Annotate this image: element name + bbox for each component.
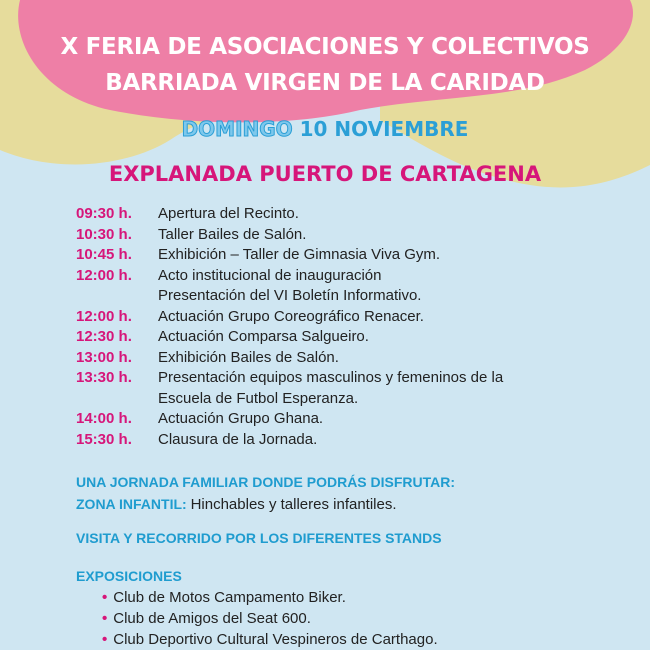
event-date — [0, 117, 650, 141]
schedule-row — [76, 225, 636, 246]
schedule-activity: Exhibición Bailes de Salón. — [158, 348, 339, 366]
schedule-row — [76, 368, 636, 409]
kids-zone-text: Hinchables y talleres infantiles. — [190, 496, 397, 513]
schedule-time: 10:45 h. — [76, 246, 132, 263]
schedule-activity: Apertura del Recinto. — [158, 205, 299, 222]
venue: EXPLANADA PUERTO DE CARTAGENA — [108, 162, 542, 186]
exhibition-name: Club de Amigos del Seat 600. — [113, 610, 311, 627]
schedule-activity: Actuación Grupo Ghana. — [158, 410, 324, 427]
schedule-time: 13:00 h. — [76, 348, 132, 366]
bullet-icon: • — [102, 631, 108, 648]
kids-zone-label: ZONA INFANTIL: — [76, 496, 187, 512]
schedule-activity: Clausura de la Jornada. — [158, 430, 318, 448]
schedule-time: 12:30 h. — [76, 328, 132, 345]
bullet-icon: • — [102, 610, 108, 627]
list-item — [102, 587, 438, 608]
kids-zone-line — [76, 496, 397, 513]
schedule-activity: Actuación Grupo Coreográfico Renacer. — [158, 307, 424, 325]
schedule-time: 10:30 h. — [76, 225, 132, 243]
schedule-time: 09:30 h. — [76, 205, 132, 222]
schedule-activity-continued: Escuela de Futbol Esperanza. — [158, 389, 359, 407]
schedule-row — [76, 307, 636, 328]
schedule-activity: Presentación equipos masculinos y femeninos de la — [158, 369, 504, 386]
date-rest: 10 NOVIEMBRE — [299, 117, 469, 141]
exhibition-name: Club Deportivo Cultural Vespineros de Carthago. — [113, 631, 438, 648]
schedule-time: 14:00 h. — [76, 410, 132, 427]
schedule-activity: Exhibición – Taller de Gimnasia Viva Gym. — [158, 246, 441, 263]
list-item — [102, 608, 438, 629]
schedule-time: 13:30 h. — [76, 369, 132, 386]
bullet-icon: • — [102, 589, 108, 606]
schedule-activity: Acto institucional de inauguración — [158, 266, 382, 284]
schedule-row — [76, 430, 636, 451]
schedule-list — [76, 204, 636, 450]
schedule-activity-continued: Presentación del VI Boletín Informativo. — [158, 287, 422, 304]
stands-line: VISITA Y RECORRIDO POR LOS DIFERENTES STANDS — [76, 530, 442, 546]
date-day: DOMINGO — [181, 117, 293, 141]
schedule-activity: Actuación Comparsa Salgueiro. — [158, 328, 369, 345]
exhibition-name: Club de Motos Campamento Biker. — [113, 589, 346, 606]
schedule-row — [76, 245, 636, 266]
family-day-line: UNA JORNADA FAMILIAR DONDE PODRÁS DISFRUTAR: — [76, 474, 456, 490]
title-line-1: X FERIA DE ASOCIACIONES Y COLECTIVOS — [60, 34, 590, 60]
schedule-row — [76, 327, 636, 348]
schedule-row — [76, 266, 636, 307]
schedule-time: 12:00 h. — [76, 266, 132, 284]
schedule-row — [76, 204, 636, 225]
exhibitions-list — [102, 587, 438, 650]
schedule-time: 15:30 h. — [76, 430, 132, 448]
schedule-activity: Taller Bailes de Salón. — [158, 225, 307, 243]
title-line-2: BARRIADA VIRGEN DE LA CARIDAD — [105, 70, 545, 96]
exhibitions-heading: EXPOSICIONES — [76, 568, 182, 584]
schedule-row — [76, 348, 636, 369]
schedule-row — [76, 409, 636, 430]
schedule-time: 12:00 h. — [76, 307, 132, 325]
list-item — [102, 629, 438, 650]
